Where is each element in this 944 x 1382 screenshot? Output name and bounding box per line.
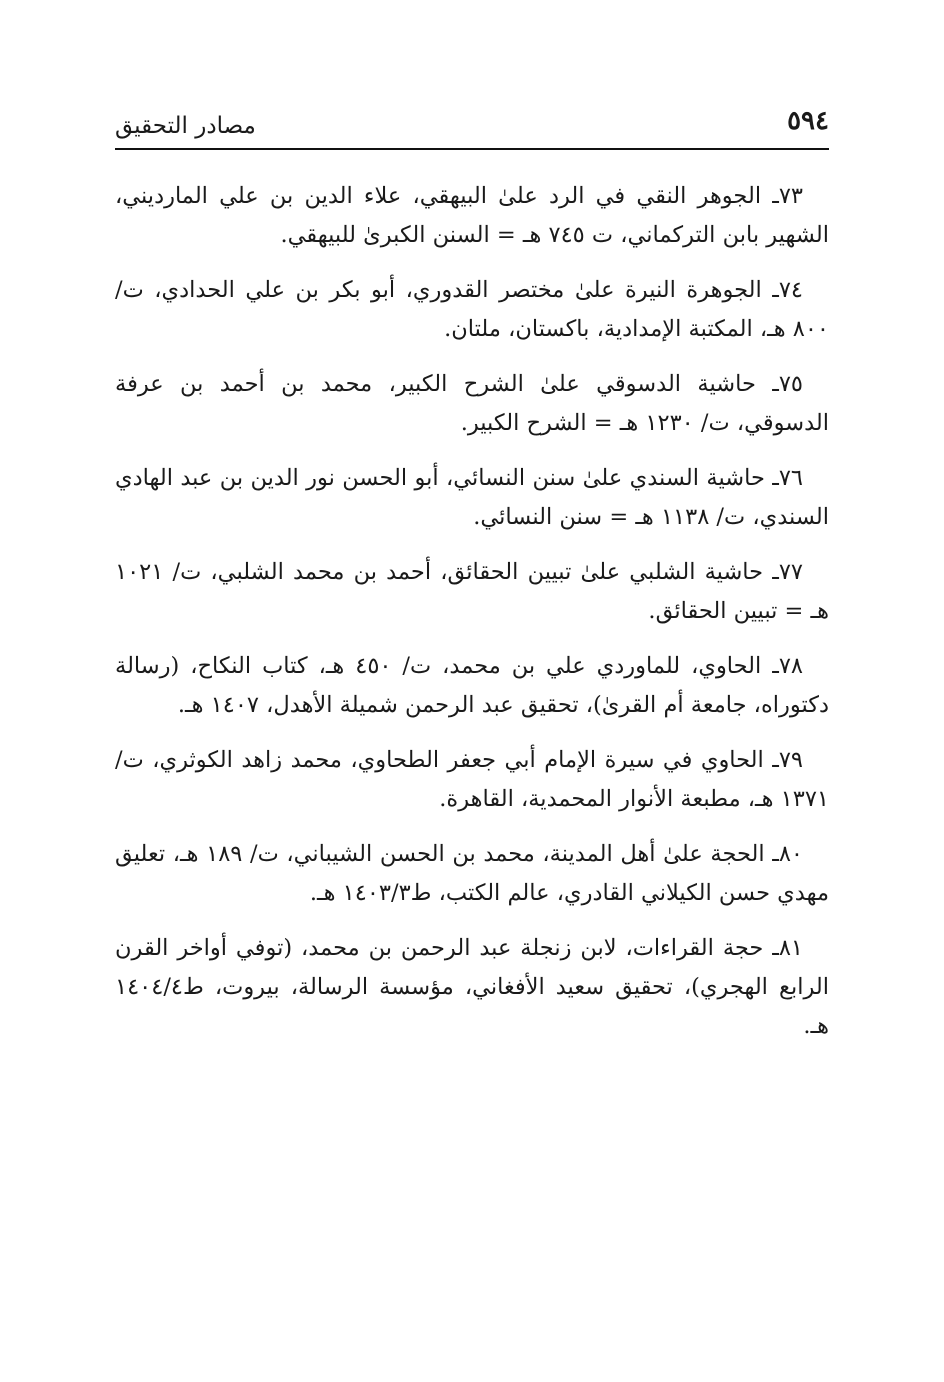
bibliography-entry-78: [115, 647, 829, 725]
entry-text: ٧٧ـ حاشية الشلبي علىٰ تبيين الحقائق، أحمد بن محمد الشلبي، ت/ ١٠٢١ هـ = تبيين الحقائق.: [115, 559, 829, 624]
entry-text: ٧٩ـ الحاوي في سيرة الإمام أبي جعفر الطحاوي، محمد زاهد الكوثري، ت/ ١٣٧١ هـ، مطبعة الأنوار المحمدية، القاهرة.: [115, 747, 829, 812]
entry-text: ٧٥ـ حاشية الدسوقي علىٰ الشرح الكبير، محمد بن أحمد بن عرفة الدسوقي، ت/ ١٢٣٠ هـ = الشرح الكبير.: [115, 371, 829, 436]
entry-text: ٧٨ـ الحاوي، للماوردي علي بن محمد، ت/ ٤٥٠ هـ، كتاب النكاح، (رسالة دكتوراه، جامعة أم القرىٰ)، تحقيق عبد الرحمن شميلة الأهدل، ١٤٠٧ هـ.: [115, 653, 829, 718]
bibliography-entry-73: [115, 177, 829, 255]
bibliography-entry-74: [115, 271, 829, 349]
bibliography-entry-75: [115, 365, 829, 443]
bibliography-entry-81: [115, 929, 829, 1046]
bibliography-list: [115, 177, 829, 1062]
bibliography-entry-77: [115, 553, 829, 631]
page-header: [115, 100, 829, 146]
running-title: مصادر التحقيق: [115, 113, 256, 139]
entry-text: ٧٤ـ الجوهرة النيرة علىٰ مختصر القدوري، أبو بكر بن علي الحدادي، ت/ ٨٠٠ هـ، المكتبة الإمدادية، باكستان، ملتان.: [115, 277, 829, 342]
entry-text: ٨٠ـ الحجة علىٰ أهل المدينة، محمد بن الحسن الشيباني، ت/ ١٨٩ هـ، تعليق مهدي حسن الكيلاني القادري، عالم الكتب، ط١٤٠٣/٣ هـ.: [115, 841, 829, 906]
page-number: ٥٩٤: [787, 106, 829, 136]
entry-text: ٧٣ـ الجوهر النقي في الرد علىٰ البيهقي، علاء الدين بن علي المارديني، الشهير بابن التركماني، ت ٧٤٥ هـ = السنن الكبرىٰ للبيهقي.: [115, 183, 829, 248]
bibliography-entry-76: [115, 459, 829, 537]
bibliography-entry-80: [115, 835, 829, 913]
header-divider: [115, 148, 829, 150]
entry-text: ٧٦ـ حاشية السندي علىٰ سنن النسائي، أبو الحسن نور الدين بن عبد الهادي السندي، ت/ ١١٣٨ هـ = سنن النسائي.: [115, 465, 829, 530]
bibliography-entry-79: [115, 741, 829, 819]
entry-text: ٨١ـ حجة القراءات، لابن زنجلة عبد الرحمن بن محمد، (توفي أواخر القرن الرابع الهجري)، تحقيق سعيد الأفغاني، مؤسسة الرسالة، بيروت، ط١٤٠٤/٤ هـ.: [115, 935, 829, 1039]
